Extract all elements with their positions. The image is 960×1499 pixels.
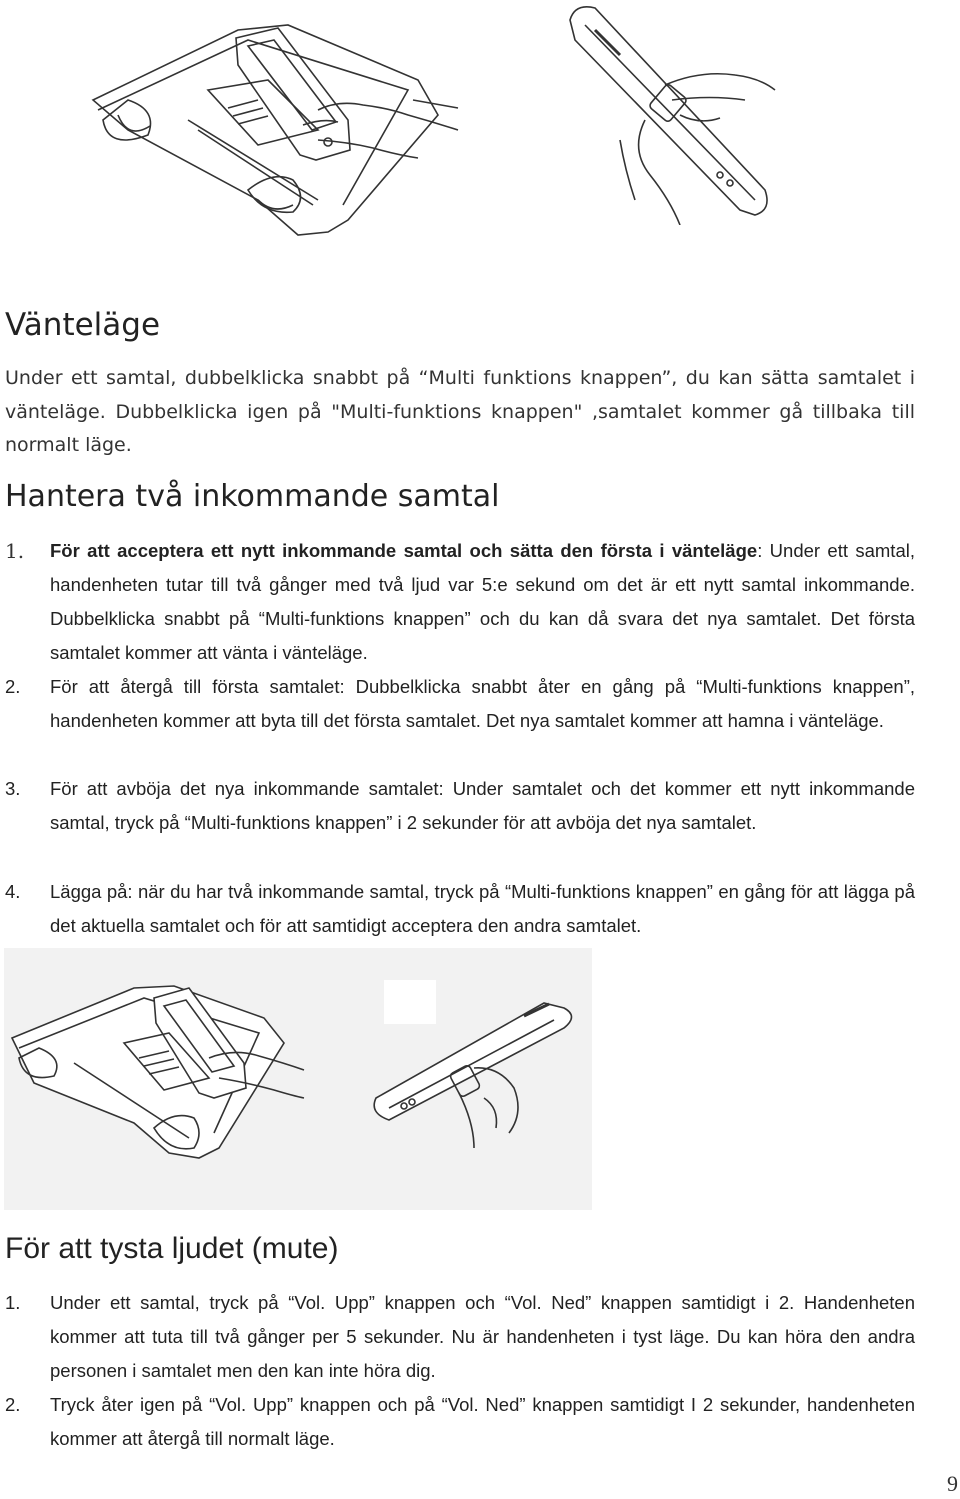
hantera-item-1	[5, 534, 915, 670]
item-text: Lägga på: när du har två inkommande samtal, tryck på “Multi-funktions knappen” en gång för att lägga på det aktuella samtalet och för att samtidigt acceptera den andra samtalet.	[50, 881, 915, 936]
base-and-handset-illustration	[4, 948, 592, 1210]
item-text: Tryck åter igen på “Vol. Upp” knappen och på “Vol. Ned” knappen samtidigt I 2 sekunder, handenheten kommer att återgå till normalt läge.	[50, 1394, 915, 1449]
section-title-vantelage: Vänteläge	[5, 307, 161, 343]
section-title-mute: För att tysta ljudet (mute)	[5, 1232, 339, 1265]
handset-hand-illustration	[560, 0, 790, 225]
vantelage-line-2: vänteläge. Dubbelklicka igen på "Multi-funktions knappen" ,samtalet kommer gå tillbaka till	[5, 400, 915, 423]
item-number: 2.	[5, 676, 21, 697]
item-number: 1.	[5, 539, 25, 563]
item-text: För att återgå till första samtalet: Dubbelklicka snabbt åter en gång på “Multi-funktions knappen”, handenheten kommer att byta till det första samtalet. Det nya samtalet kommer att hamna i vänteläge.	[50, 676, 915, 731]
vantelage-body	[5, 362, 915, 463]
item-text: Under ett samtal, tryck på “Vol. Upp” knappen och “Vol. Ned” knappen samtidigt i 2. Handenheten kommer att tuta till två gånger per 5 sekunder. Nu är handenheten i tyst läge. Du kan höra den andra personen i samtalet men den kan inte höra dig.	[50, 1292, 915, 1381]
vantelage-line-1: Under ett samtal, dubbelklicka snabbt på “Multi funktions knappen”, du kan sätta samtalet i	[5, 367, 915, 389]
hantera-item-2	[5, 670, 915, 738]
hantera-item-4	[5, 875, 915, 943]
item-lead: För att acceptera ett nytt inkommande samtal och sätta den första i vänteläge	[50, 540, 758, 561]
mute-item-2	[5, 1388, 915, 1456]
mute-item-1	[5, 1286, 915, 1388]
item-text: För att avböja det nya inkommande samtalet: Under samtalet och det kommer ett nytt inkommande samtal, tryck på “Multi-funktions knappen” i 2 sekunder för att avböja det nya samtalet.	[50, 778, 915, 833]
item-number: 1.	[5, 1292, 21, 1313]
hantera-item-3	[5, 772, 915, 840]
base-station-illustration	[88, 0, 468, 240]
item-number: 2.	[5, 1394, 21, 1415]
section-title-hantera: Hantera två inkommande samtal	[5, 479, 500, 514]
page-number: 9	[947, 1471, 958, 1496]
item-text: : Under ett samtal, handenheten tutar till två gånger med två ljud var 5:e sekund om det är ett nytt samtal inkommande. Dubbelklicka snabbt på “Multi-funktions knappen” och du kan då svara det nya samtalet. Det första samtalet kommer att vänta i vänteläge.	[50, 540, 915, 663]
item-number: 3.	[5, 778, 21, 799]
item-number: 4.	[5, 881, 21, 902]
vantelage-line-3: normalt läge.	[5, 434, 132, 456]
